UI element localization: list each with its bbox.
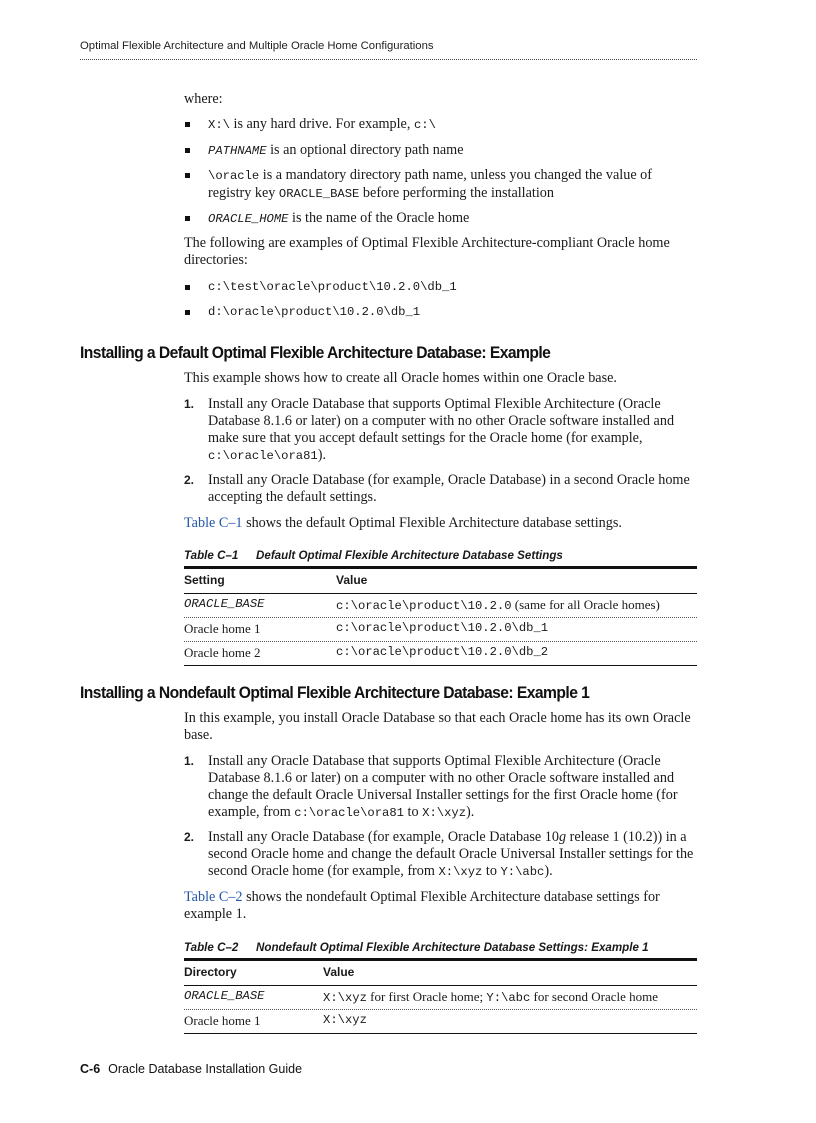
table-reference: Table C–2 shows the nondefault Optimal Flexible Architecture database settings for example 1. <box>184 889 660 922</box>
table-reference: Table C–1 shows the default Optimal Flexible Architecture database settings. <box>184 515 622 531</box>
bullet-icon <box>185 285 190 290</box>
table-caption: Table C–2 Nondefault Optimal Flexible Architecture Database Settings: Example 1 <box>184 941 649 954</box>
settings-table <box>184 566 697 666</box>
running-header: Optimal Flexible Architecture and Multiple Oracle Home Configurations <box>80 40 434 52</box>
table-header-row: Setting Value <box>184 566 697 594</box>
examples-intro: The following are examples of Optimal Flexible Architecture-compliant Oracle home directories: <box>184 235 670 268</box>
section-intro: This example shows how to create all Oracle homes within one Oracle base. <box>184 370 617 386</box>
table-c1-link[interactable]: Table C–1 <box>184 515 243 531</box>
table-c2-link[interactable]: Table C–2 <box>184 889 243 905</box>
page-number: C-6 <box>80 1062 101 1076</box>
table-row: Oracle home 1 c:\oracle\product\10.2.0\db_1 <box>184 618 697 642</box>
bullet-icon <box>185 310 190 315</box>
table-row: Oracle home 1 X:\xyz <box>184 1010 697 1034</box>
section-intro: In this example, you install Oracle Database so that each Oracle home has its own Oracle base. <box>184 710 691 743</box>
table-row: ORACLE_BASE c:\oracle\product\10.2.0 (same for all Oracle homes) <box>184 594 697 618</box>
section-heading: Installing a Nondefault Optimal Flexible Architecture Database: Example 1 <box>80 683 590 702</box>
table-row: Oracle home 2 c:\oracle\product\10.2.0\db_2 <box>184 642 697 666</box>
where-label: where: <box>184 91 223 107</box>
book-title: Oracle Database Installation Guide <box>108 1062 303 1076</box>
header-rule <box>80 59 697 60</box>
bullet-icon <box>185 122 190 127</box>
directory-table <box>184 958 697 1034</box>
bullet-icon <box>185 173 190 178</box>
section-heading: Installing a Default Optimal Flexible Architecture Database: Example <box>80 343 551 362</box>
page-footer <box>80 1062 302 1076</box>
table-caption: Table C–1 Default Optimal Flexible Architecture Database Settings <box>184 549 563 562</box>
table-row: ORACLE_BASE X:\xyz for first Oracle home; Y:\abc for second Oracle home <box>184 986 697 1010</box>
bullet-icon <box>185 216 190 221</box>
bullet-icon <box>185 148 190 153</box>
table-header-row: Directory Value <box>184 958 697 986</box>
